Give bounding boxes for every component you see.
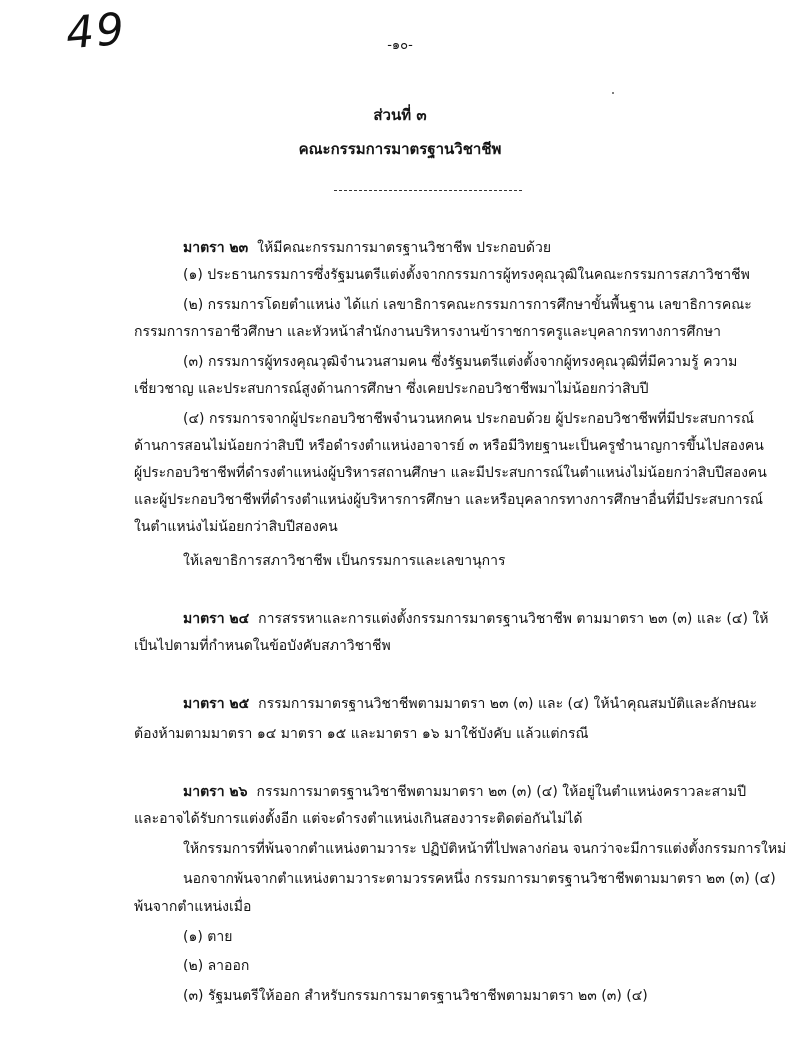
section-23-item-1: (๑) ประธานกรรมการซึ่งรัฐมนตรีแต่งตั้งจากกรรมการผู้ทรงคุณวุฒิในคณะกรรมการสภาวิชาชีพ: [183, 267, 750, 283]
section-24-label: มาตรา ๒๔: [183, 611, 250, 627]
section-25-line-2: ต้องห้ามตามมาตรา ๑๔ มาตรา ๑๕ และมาตรา ๑๖ มาใช้บังคับ แล้วแต่กรณี: [134, 726, 589, 742]
section-25-label: มาตรา ๒๕: [183, 696, 250, 712]
section-26-para-2: ให้กรรมการที่พ้นจากตำแหน่งตามวาระ ปฏิบัติหน้าที่ไปพลางก่อน จนกว่าจะมีการแต่งตั้งกรรมการใหม่: [183, 841, 787, 857]
part-title: ส่วนที่ ๓: [373, 106, 427, 124]
section-24-line-1: [183, 609, 768, 629]
section-25-text-1: กรรมการมาตรฐานวิชาชีพตามมาตรา ๒๓ (๓) และ (๔) ให้นำคุณสมบัติและลักษณะ: [258, 696, 758, 712]
section-23-item-2-cont: กรรมการการอาชีวศึกษา และหัวหน้าสำนักงานบริหารงานข้าราชการครูและบุคลากรทางการศึกษา: [134, 324, 721, 340]
section-26-line-1: [183, 782, 746, 802]
section-23-item-4-cont-3: และผู้ประกอบวิชาชีพที่ดำรงตำแหน่งผู้บริหารการศึกษา และหรือบุคลากรทางการศึกษาอื่นที่มีประสบการณ์: [134, 492, 763, 508]
section-23-secretary: ให้เลขาธิการสภาวิชาชีพ เป็นกรรมการและเลขานุการ: [183, 553, 506, 569]
section-23-item-3: (๓) กรรมการผู้ทรงคุณวุฒิจำนวนสามคน ซึ่งรัฐมนตรีแต่งตั้งจากผู้ทรงคุณวุฒิที่มีความรู้ ความ: [183, 354, 738, 370]
section-26-text-1: กรรมการมาตรฐานวิชาชีพตามมาตรา ๒๓ (๓) (๔) ให้อยู่ในตำแหน่งคราวละสามปี: [256, 784, 747, 800]
section-26-line-2: และอาจได้รับการแต่งตั้งอีก แต่จะดำรงตำแหน่งเกินสองวาระติดต่อกันไม่ได้: [134, 811, 583, 827]
section-26-item-2: (๒) ลาออก: [183, 958, 250, 974]
section-24-line-2: เป็นไปตามที่กำหนดในข้อบังคับสภาวิชาชีพ: [134, 638, 391, 654]
section-26-item-3: (๓) รัฐมนตรีให้ออก สำหรับกรรมการมาตรฐานวิชาชีพตามมาตรา ๒๓ (๓) (๔): [183, 988, 648, 1004]
section-26-label: มาตรา ๒๖: [183, 784, 248, 800]
handwritten-page-number: 49: [63, 3, 129, 60]
section-23-item-4-cont-1: ด้านการสอนไม่น้อยกว่าสิบปี หรือดำรงตำแหน่งอาจารย์ ๓ หรือมีวิทยฐานะเป็นครูชำนาญการขึ้นไปสองคน: [134, 438, 764, 454]
section-23-label: มาตรา ๒๓: [183, 240, 249, 256]
dashed-separator: [334, 190, 522, 191]
section-26-item-1: (๑) ตาย: [183, 929, 233, 945]
section-24-text-1: การสรรหาและการแต่งตั้งกรรมการมาตรฐานวิชาชีพ ตามมาตรา ๒๓ (๓) และ (๔) ให้: [258, 611, 769, 627]
section-23-item-3-cont: เชี่ยวชาญ และประสบการณ์สูงด้านการศึกษา ซึ่งเคยประกอบวิชาชีพมาไม่น้อยกว่าสิบปี: [134, 381, 649, 397]
section-26-para-3: นอกจากพ้นจากตำแหน่งตามวาระตามวรรคหนึ่ง กรรมการมาตรฐานวิชาชีพตามมาตรา ๒๓ (๓) (๔): [183, 871, 776, 887]
committee-title: คณะกรรมการมาตรฐานวิชาชีพ: [298, 140, 502, 158]
section-25-line-1: [183, 694, 757, 714]
section-23-item-2: (๒) กรรมการโดยตำแหน่ง ได้แก่ เลขาธิการคณะกรรมการการศึกษาขั้นพื้นฐาน เลขาธิการคณะ: [183, 297, 752, 313]
section-23-intro: ให้มีคณะกรรมการมาตรฐานวิชาชีพ ประกอบด้วย: [257, 240, 552, 256]
section-26-para-3-cont: พ้นจากตำแหน่งเมื่อ: [134, 899, 252, 915]
section-23-heading: [183, 238, 551, 258]
section-23-item-4-cont-2: ผู้ประกอบวิชาชีพที่ดำรงตำแหน่งผู้บริหารสถานศึกษา และมีประสบการณ์ในตำแหน่งไม่น้อยกว่าสิบปีสองคน: [134, 465, 767, 481]
section-23-item-4-cont-4: ในตำแหน่งไม่น้อยกว่าสิบปีสองคน: [134, 519, 338, 535]
page-number: -๑๐-: [387, 38, 413, 53]
section-23-item-4: (๔) กรรมการจากผู้ประกอบวิชาชีพจำนวนหกคน ประกอบด้วย ผู้ประกอบวิชาชีพที่มีประสบการณ์: [183, 411, 754, 427]
scan-speck: [612, 92, 614, 94]
